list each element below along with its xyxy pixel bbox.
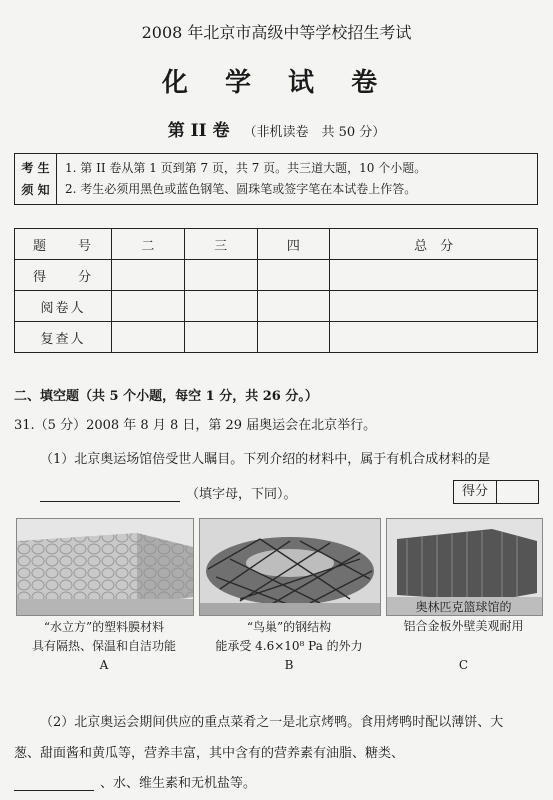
answer-blank-1[interactable]: [40, 487, 180, 502]
notice-line-1: 1. 第 II 卷从第 1 页到第 7 页，共 7 页。共三道大题，10 个小题。: [65, 161, 427, 175]
volume-label: 第 II 卷: [167, 121, 230, 141]
score-cell[interactable]: [184, 260, 257, 291]
question-31-part1-line1: （1）北京奥运场馆倍受世人瞩目。下列介绍的材料中，属于有机合成材料的是: [40, 452, 491, 467]
birds-nest-image: [200, 519, 380, 615]
section-heading: 二、填空题（共 5 个小题，每空 1 分，共 26 分。）: [14, 389, 318, 404]
score-cell[interactable]: [330, 260, 538, 291]
score-cell[interactable]: [112, 260, 185, 291]
grader-cell[interactable]: [257, 291, 330, 322]
reviewer-cell[interactable]: [330, 322, 538, 353]
caption-a-letter: A: [99, 658, 109, 672]
question-31-part2-line3: [14, 772, 256, 791]
caption-c: [386, 598, 541, 675]
caption-c-line2: 铝合金板外壁美观耐用: [403, 619, 524, 633]
question-31-stem: 31.（5 分）2008 年 8 月 8 日，第 29 届奥运会在北京举行。: [14, 418, 377, 433]
score-row-grader: [15, 291, 538, 322]
score-box-label: 得分: [454, 481, 497, 503]
score-header-section-3: 三: [184, 229, 257, 260]
notice-box: [14, 153, 538, 205]
part1-suffix: （填字母，下同）。: [186, 487, 297, 502]
grader-cell[interactable]: [112, 291, 185, 322]
caption-c-letter: C: [458, 658, 469, 672]
notice-label: [15, 154, 57, 204]
grader-cell[interactable]: [184, 291, 257, 322]
caption-b-line2: 能承受 4.6×10⁸ Pa 的外力: [215, 639, 363, 653]
score-row-reviewer: [15, 322, 538, 353]
reviewer-cell[interactable]: [112, 322, 185, 353]
score-table: [14, 228, 538, 353]
caption-b: [199, 618, 379, 675]
reviewer-cell[interactable]: [257, 322, 330, 353]
volume-note: （非机读卷 共 50 分）: [243, 125, 386, 140]
caption-a: [16, 618, 192, 675]
score-box: [453, 480, 539, 504]
water-cube-image: [17, 519, 193, 615]
score-row-score: [15, 260, 538, 291]
question-31-part2-line1: （2）北京奥运会期间供应的重点菜肴之一是北京烤鸭。食用烤鸭时配以薄饼、大: [40, 715, 504, 730]
score-header-section-2: 二: [112, 229, 185, 260]
caption-a-line1: “水立方”的塑料膜材料: [43, 620, 165, 634]
caption-c-line1: 奥林匹克篮球馆的: [415, 600, 512, 614]
answer-blank-2[interactable]: [14, 776, 94, 791]
question-31-part1-line2: [40, 483, 297, 502]
exam-title: 2008 年北京市高级中等学校招生考试: [141, 23, 412, 42]
notice-line-2: 2. 考生必须用黑色或蓝色钢笔、圆珠笔或签字笔在本试卷上作答。: [65, 182, 417, 196]
score-table-header-row: [15, 229, 538, 260]
caption-a-line2: 具有隔热、保温和自洁功能: [31, 639, 176, 653]
score-header-section-4: 四: [257, 229, 330, 260]
grader-row-label: 阅卷人: [15, 291, 112, 322]
score-header-total: 总 分: [330, 229, 538, 260]
reviewer-cell[interactable]: [184, 322, 257, 353]
notice-lines: [65, 158, 426, 200]
reviewer-row-label: 复查人: [15, 322, 112, 353]
caption-b-letter: B: [284, 658, 294, 672]
part2-suffix: 、水、维生素和无机盐等。: [100, 776, 257, 791]
water-cube-photo: [16, 518, 194, 616]
score-row-label: 得 分: [15, 260, 112, 291]
volume-line: [0, 116, 553, 141]
score-box-input[interactable]: [496, 481, 538, 503]
question-31-part2-line2: 葱、甜面酱和黄瓜等，营养丰富，其中含有的营养素有油脂、糖类、: [14, 746, 405, 761]
birds-nest-photo: [199, 518, 381, 616]
subject-title: 化 学 试 卷: [161, 68, 392, 98]
caption-b-line1: “鸟巢”的钢结构: [246, 620, 332, 634]
grader-cell[interactable]: [330, 291, 538, 322]
notice-label-line1: 考 生: [21, 161, 50, 175]
score-header-label: 题 号: [15, 229, 112, 260]
score-cell[interactable]: [257, 260, 330, 291]
notice-label-line2: 须 知: [21, 183, 50, 197]
